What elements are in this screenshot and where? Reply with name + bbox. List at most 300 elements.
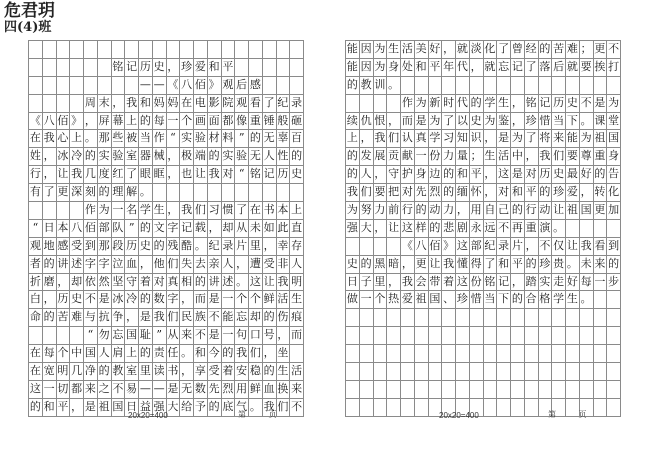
right-grid-cell	[387, 381, 401, 399]
right-grid-cell	[456, 381, 470, 399]
left-grid-cell: 伤	[277, 309, 291, 327]
right-grid-cell	[580, 77, 594, 95]
left-grid-cell	[290, 59, 304, 77]
left-grid-cell	[70, 59, 84, 77]
right-grid-cell: 。	[580, 113, 594, 131]
right-grid-cell: 了	[525, 130, 539, 148]
right-grid-cell	[607, 77, 621, 95]
left-grid-cell	[57, 202, 71, 220]
right-grid-cell: ，	[360, 130, 374, 148]
right-grid-cell: 铭	[525, 95, 539, 113]
right-grid-cell: 对	[401, 184, 415, 202]
left-grid-cell: 纪	[208, 238, 222, 256]
right-grid-cell: 好	[566, 274, 580, 292]
left-grid-cell: ，	[167, 148, 181, 166]
left-grid-cell: 验	[194, 130, 208, 148]
left-grid-cell: 任	[167, 345, 181, 363]
right-grid-cell: ，	[511, 274, 525, 292]
left-grid-cell: 酷	[180, 238, 194, 256]
left-grid-cell: 惯	[222, 202, 236, 220]
right-grid-cell	[442, 363, 456, 381]
right-grid-cell: 到	[607, 238, 621, 256]
right-grid-cell: 了	[497, 41, 511, 59]
right-grid-cell: ，	[470, 59, 484, 77]
right-grid-cell: 为	[429, 113, 443, 131]
left-grid-cell: 来	[84, 381, 98, 399]
right-grid-cell: 淡	[470, 41, 484, 59]
left-grid-cell: 验	[235, 148, 249, 166]
right-grid-cell: 珍	[456, 291, 470, 309]
left-grid-cell	[70, 77, 84, 95]
right-grid-cell: 》	[442, 238, 456, 256]
left-grid-cell	[29, 77, 43, 95]
right-grid-cell: 鉴	[497, 113, 511, 131]
right-grid-cell: 个	[374, 291, 388, 309]
right-grid-cell	[552, 345, 566, 363]
right-grid-cell: 祖	[594, 130, 608, 148]
left-grid-cell: 感	[249, 77, 263, 95]
right-grid-cell: 打	[607, 59, 621, 77]
right-grid-cell: 做	[346, 291, 360, 309]
left-grid-cell: 中	[70, 345, 84, 363]
left-grid-cell: 强	[153, 399, 167, 417]
student-class: 四(4)班	[4, 20, 52, 35]
right-grid-cell: 以	[456, 113, 470, 131]
left-grid-cell: 心	[57, 130, 71, 148]
right-grid-cell: 要	[566, 148, 580, 166]
left-grid-cell: 深	[70, 184, 84, 202]
left-grid-cell: 的	[43, 309, 57, 327]
right-grid-cell: 新	[429, 95, 443, 113]
right-grid-cell: ，	[387, 113, 401, 131]
right-grid-cell	[594, 291, 608, 309]
right-grid-cell: 格	[539, 291, 553, 309]
right-grid-cell: 和	[456, 166, 470, 184]
left-grid-cell: 换	[277, 381, 291, 399]
left-grid-cell: 受	[263, 256, 277, 274]
right-grid-cell: 史	[566, 95, 580, 113]
right-grid-cell: 爱	[401, 291, 415, 309]
left-grid-cell: 画	[194, 113, 208, 131]
right-grid-cell	[374, 381, 388, 399]
left-grid-cell	[277, 77, 291, 95]
right-grid-cell: 了	[442, 113, 456, 131]
right-grid-cell	[387, 95, 401, 113]
right-grid-cell	[374, 345, 388, 363]
left-grid-cell: 我	[277, 274, 291, 292]
right-grid-cell	[415, 399, 429, 417]
left-grid-cell	[277, 41, 291, 59]
left-grid-cell: 部	[98, 220, 112, 238]
right-grid-cell: ；	[580, 41, 594, 59]
right-grid-cell	[497, 399, 511, 417]
left-grid-cell: 底	[222, 399, 236, 417]
right-grid-cell: 是	[415, 113, 429, 131]
left-grid-cell: 去	[194, 256, 208, 274]
right-grid-cell: 仇	[360, 113, 374, 131]
left-grid-cell: 活	[277, 291, 291, 309]
right-grid-cell: 对	[525, 166, 539, 184]
left-grid-cell: 录	[222, 238, 236, 256]
left-grid-cell: 存	[290, 238, 304, 256]
right-grid-cell: 的	[429, 220, 443, 238]
left-grid-cell: 生	[277, 363, 291, 381]
left-grid-cell: 鲜	[263, 291, 277, 309]
right-grid-cell: 和	[415, 59, 429, 77]
left-grid-cell: 不	[208, 309, 222, 327]
right-grid-cell	[484, 77, 498, 95]
left-grid-cell: 句	[235, 327, 249, 345]
left-grid-cell: ，	[43, 148, 57, 166]
right-grid-cell: 录	[497, 238, 511, 256]
right-grid-cell: 活	[497, 148, 511, 166]
left-grid-cell: 耻	[139, 327, 153, 345]
right-grid-cell	[539, 363, 553, 381]
left-grid-cell: 无	[249, 148, 263, 166]
right-grid-cell	[607, 381, 621, 399]
right-grid-cell: 铭	[484, 274, 498, 292]
left-grid-cell: 不	[194, 327, 208, 345]
left-grid-cell	[29, 202, 43, 220]
left-grid-cell: 的	[249, 130, 263, 148]
right-grid-cell: 是	[511, 166, 525, 184]
left-grid-cell	[29, 59, 43, 77]
right-grid-cell: 的	[360, 256, 374, 274]
left-grid-cell: 用	[235, 381, 249, 399]
right-grid-cell: ，	[525, 148, 539, 166]
left-grid-cell: 度	[98, 166, 112, 184]
left-grid-cell: 录	[290, 95, 304, 113]
right-grid-cell	[607, 399, 621, 417]
right-grid-cell: 对	[497, 184, 511, 202]
left-grid-cell: 在	[29, 345, 43, 363]
right-grid-cell: 尊	[580, 148, 594, 166]
right-grid-cell: 的	[539, 184, 553, 202]
right-grid-cell	[374, 399, 388, 417]
left-grid-cell	[167, 184, 181, 202]
left-grid-cell: 铭	[112, 59, 126, 77]
left-grid-cell	[98, 59, 112, 77]
left-grid-cell: 在	[29, 130, 43, 148]
left-grid-cell: 安	[235, 363, 249, 381]
left-grid-cell: 非	[277, 256, 291, 274]
left-grid-cell: 史	[139, 238, 153, 256]
left-grid-cell: 我	[235, 345, 249, 363]
right-grid-cell: 着	[442, 274, 456, 292]
left-grid-cell: 历	[125, 238, 139, 256]
left-grid-cell: 却	[222, 220, 236, 238]
left-grid-cell: 极	[180, 148, 194, 166]
left-grid-cell	[194, 41, 208, 59]
left-grid-cell	[249, 59, 263, 77]
left-grid-cell: 记	[180, 220, 194, 238]
left-grid-cell: 材	[208, 130, 222, 148]
left-grid-cell: 抗	[98, 309, 112, 327]
left-grid-cell: 了	[263, 95, 277, 113]
left-grid-cell: 作	[84, 202, 98, 220]
right-grid-cell: 忘	[497, 59, 511, 77]
left-grid-cell: 感	[57, 238, 71, 256]
right-grid-cell: 的	[511, 202, 525, 220]
right-grid-cell	[374, 327, 388, 345]
right-grid-cell: 史	[346, 256, 360, 274]
left-grid-cell	[263, 59, 277, 77]
left-grid-cell: 残	[167, 238, 181, 256]
right-grid-cell: 的	[415, 202, 429, 220]
left-grid-cell: 如	[263, 220, 277, 238]
left-grid-cell: 重	[249, 113, 263, 131]
left-grid-cell: 性	[277, 148, 291, 166]
right-grid-cell	[401, 309, 415, 327]
right-grid-cell: 习	[442, 130, 456, 148]
left-grid-cell: 让	[263, 274, 277, 292]
right-grid-cell	[497, 345, 511, 363]
left-grid-cell: 》	[70, 113, 84, 131]
left-grid-cell	[43, 59, 57, 77]
right-grid-cell: 的	[442, 184, 456, 202]
left-grid-cell: ，	[139, 256, 153, 274]
right-grid-cell: ，	[484, 130, 498, 148]
right-grid-cell: 历	[539, 166, 553, 184]
right-grid-cell: 中	[511, 148, 525, 166]
right-grid-cell: 样	[415, 220, 429, 238]
left-grid-cell	[98, 41, 112, 59]
left-grid-cell: 铭	[249, 166, 263, 184]
left-grid-cell: 百	[290, 130, 304, 148]
left-grid-cell: 坐	[277, 345, 291, 363]
right-grid-cell: 远	[484, 220, 498, 238]
right-grid-cell: 珍	[539, 256, 553, 274]
right-grid-cell: 未	[580, 256, 594, 274]
right-grid-cell	[442, 77, 456, 95]
left-grid-cell: 他	[153, 256, 167, 274]
left-grid-cell: 生	[290, 291, 304, 309]
right-grid-cell: 黑	[374, 256, 388, 274]
left-grid-cell: 而	[290, 327, 304, 345]
right-grid-cell	[360, 381, 374, 399]
left-grid-cell	[249, 41, 263, 59]
right-grid-cell	[360, 363, 374, 381]
right-grid-cell: ，	[387, 274, 401, 292]
left-grid-cell: 从	[167, 327, 181, 345]
right-grid-cell: 为	[374, 59, 388, 77]
right-grid-cell	[525, 327, 539, 345]
left-grid-cell: 享	[194, 363, 208, 381]
left-grid-cell: 的	[98, 184, 112, 202]
right-grid-cell: 、	[442, 291, 456, 309]
left-grid-count: 20x20=400	[128, 411, 168, 420]
left-grid-cell: 影	[208, 95, 222, 113]
right-grid-cell: 转	[594, 184, 608, 202]
left-grid-cell: 史	[153, 59, 167, 77]
left-grid-cell: 的	[139, 291, 153, 309]
left-grid-cell: 族	[194, 309, 208, 327]
left-grid-cell: 个	[235, 291, 249, 309]
left-grid	[28, 40, 304, 417]
right-grid-cell: 惜	[539, 113, 553, 131]
left-grid-cell: 刻	[84, 184, 98, 202]
right-grid-cell: 看	[594, 238, 608, 256]
right-grid-cell	[580, 327, 594, 345]
left-grid-cell: ，	[70, 399, 84, 417]
right-grid-cell	[525, 381, 539, 399]
right-grid-cell: 《	[401, 238, 415, 256]
right-grid-cell	[429, 363, 443, 381]
left-grid-cell: 失	[180, 256, 194, 274]
left-grid-cell: 们	[167, 309, 181, 327]
right-grid-cell: 好	[580, 166, 594, 184]
right-grid-cell: 的	[607, 256, 621, 274]
right-grid-cell	[594, 327, 608, 345]
left-grid-cell: 历	[139, 59, 153, 77]
right-grid-cell	[497, 77, 511, 95]
right-grid-cell: 能	[346, 59, 360, 77]
left-grid-cell	[43, 95, 57, 113]
left-grid-cell: 名	[125, 202, 139, 220]
left-grid-cell: 学	[139, 202, 153, 220]
left-grid-cell: 本	[277, 202, 291, 220]
left-grid-cell: 气	[235, 399, 249, 417]
left-grid-cell	[277, 59, 291, 77]
left-grid-cell: 不	[290, 399, 304, 417]
right-grid-cell: 课	[594, 113, 608, 131]
right-grid-cell	[525, 399, 539, 417]
right-grid-cell	[580, 309, 594, 327]
right-grid-cell: 化	[484, 41, 498, 59]
right-grid-cell	[346, 345, 360, 363]
left-grid-cell: 爱	[194, 59, 208, 77]
left-grid-cell: 我	[125, 95, 139, 113]
right-grid-cell: 的	[511, 291, 525, 309]
right-grid-cell	[484, 381, 498, 399]
left-grid-cell: “	[84, 327, 98, 345]
right-grid-cell: ，	[374, 220, 388, 238]
right-grid-cell: 因	[360, 41, 374, 59]
right-grid-cell: 苦	[552, 41, 566, 59]
right-grid-cell	[415, 77, 429, 95]
right-grid-cell: 代	[456, 95, 470, 113]
right-grid-cell: 发	[360, 148, 374, 166]
right-grid-cell	[346, 399, 360, 417]
left-grid-cell: 的	[139, 220, 153, 238]
right-grid-cell: 处	[401, 59, 415, 77]
right-grid-cell: 能	[566, 130, 580, 148]
left-grid-cell: 当	[139, 130, 153, 148]
left-grid-cell: 上	[70, 130, 84, 148]
right-grid-cell	[387, 345, 401, 363]
left-grid-cell: 本	[57, 220, 71, 238]
left-grid-cell	[208, 184, 222, 202]
left-grid-cell: ，	[235, 256, 249, 274]
right-grid-cell	[511, 309, 525, 327]
left-grid-cell: 号	[263, 327, 277, 345]
left-grid-cell: 相	[180, 274, 194, 292]
left-grid-cell: 。	[194, 238, 208, 256]
right-grid-cell	[552, 381, 566, 399]
left-grid-cell: 与	[84, 309, 98, 327]
left-grid-cell	[263, 41, 277, 59]
left-grid-cell: 在	[180, 95, 194, 113]
left-grid-cell: 亲	[208, 256, 222, 274]
left-grid-cell: 我	[263, 399, 277, 417]
left-grid-cell: 血	[263, 381, 277, 399]
right-grid-cell	[594, 345, 608, 363]
right-grid-cell: 量	[456, 148, 470, 166]
left-grid-cell: 净	[84, 363, 98, 381]
left-grid-cell: 我	[153, 309, 167, 327]
left-grid-cell: 上	[125, 345, 139, 363]
left-grid-cell: ，	[125, 309, 139, 327]
right-grid-cell: 永	[470, 220, 484, 238]
left-grid-cell: 忘	[112, 327, 126, 345]
left-grid-cell: 周	[84, 95, 98, 113]
right-grid-cell: 不	[580, 95, 594, 113]
left-grid-cell: 责	[153, 345, 167, 363]
right-grid-cell	[594, 381, 608, 399]
left-grid-cell: 观	[29, 238, 43, 256]
right-grid-cell: 生	[566, 291, 580, 309]
left-grid-cell: 守	[125, 274, 139, 292]
left-grid-cell: 直	[290, 220, 304, 238]
left-grid-cell: ，	[84, 113, 98, 131]
right-grid-cell: 身	[415, 166, 429, 184]
left-grid-cell: 者	[29, 256, 43, 274]
right-grid-cell: 动	[539, 202, 553, 220]
right-grid-cell: 贵	[552, 256, 566, 274]
right-grid-cell: 平	[525, 184, 539, 202]
right-grid-cell: 是	[594, 95, 608, 113]
left-grid-cell: 在	[29, 363, 43, 381]
left-grid-cell: 了	[125, 166, 139, 184]
left-grid-cell: 忘	[235, 309, 249, 327]
right-grid-cell	[346, 327, 360, 345]
right-grid-cell: 这	[456, 238, 470, 256]
left-grid-cell	[290, 41, 304, 59]
left-grid-cell	[290, 345, 304, 363]
right-grid-cell: 自	[484, 202, 498, 220]
right-grid-cell	[415, 327, 429, 345]
right-grid-cell	[497, 381, 511, 399]
right-grid-cell: 为	[415, 95, 429, 113]
student-name: 危君玥	[4, 1, 55, 21]
right-page-label: 第 页	[548, 410, 597, 419]
right-grid-cell	[429, 77, 443, 95]
right-grid-cell	[401, 399, 415, 417]
left-grid-cell: 折	[29, 274, 43, 292]
left-grid-cell	[235, 59, 249, 77]
right-grid-cell: 守	[387, 166, 401, 184]
left-grid-cell: 难	[70, 309, 84, 327]
left-grid-cell: 的	[139, 113, 153, 131]
left-grid-cell: 实	[222, 148, 236, 166]
left-grid-cell: ，	[180, 291, 194, 309]
left-grid-cell: 从	[235, 220, 249, 238]
left-grid-cell: 人	[222, 256, 236, 274]
left-grid-cell: 血	[125, 256, 139, 274]
right-grid-cell: 不	[497, 220, 511, 238]
left-grid-cell: 明	[57, 363, 71, 381]
left-grid-cell: 教	[112, 363, 126, 381]
right-grid-cell: 为	[484, 113, 498, 131]
left-grid-cell: 史	[290, 166, 304, 184]
left-grid-cell: 无	[263, 130, 277, 148]
right-grid-cell: 学	[429, 130, 443, 148]
right-grid-cell	[456, 309, 470, 327]
right-grid-cell: 力	[374, 202, 388, 220]
left-grid-cell: 里	[249, 238, 263, 256]
right-grid-cell	[594, 363, 608, 381]
right-grid-cell	[456, 345, 470, 363]
